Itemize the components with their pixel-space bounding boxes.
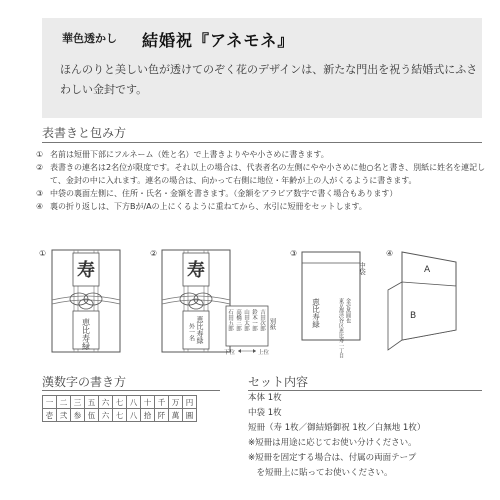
nakabukuro-label: 中袋	[358, 262, 366, 275]
name-1: 恵比寿緑	[81, 318, 91, 350]
betsushi-col-5: 石田五郎	[227, 309, 233, 331]
kotobuki-2: 寿	[187, 260, 205, 281]
table-row: 一 二 三 五 六 七 八 十 千 万 円	[43, 396, 197, 409]
diagram-4-number: ④	[386, 249, 394, 258]
inner-amount: 金壱萬圓也	[345, 298, 351, 323]
label-b: B	[410, 311, 417, 321]
diagram-2-number: ②	[150, 249, 158, 258]
betsushi-col-4: 高橋三郎	[235, 309, 241, 331]
instruction-item: ② 表書きの連名は2名位が限度です。それ以上の場合は、代表者名の左側にやや小さめに他○名と書き、別紙に姓名を連記して、金封の中に入れます。連名の場合は、向かって右側に地位・年齢が上の人がくるように書きます。	[36, 163, 486, 185]
betsushi-col-2: 鈴木一郎	[251, 309, 257, 331]
product-name: 結婚祝『アネモネ』	[142, 31, 295, 50]
instructions-title: 表書きと包み方	[42, 126, 127, 140]
label-a: A	[424, 265, 431, 275]
instruction-item: ① 名前は短冊下部にフルネーム（姓と名）で上書きよりやや小さめに書きます。	[36, 150, 329, 159]
kanji-title: 漢数字の書き方	[42, 375, 127, 389]
betsushi-label: 別紙	[268, 318, 276, 330]
list-item: 短冊（寿 1枚／御結婚御祝 1枚／白無地 1枚）	[248, 423, 426, 433]
list-item: 中袋 1枚	[248, 408, 282, 418]
inner-address: 東京都渋谷区恵比寿一丁目	[338, 298, 344, 358]
kotobuki-1: 寿	[77, 260, 95, 281]
list-item: ※短冊は用途に応じてお使い分けください。	[248, 438, 417, 448]
instruction-item: ④ 裏の折り返しは、下方Bが/Aの上にくるように重ねてから、水引に短冊をセットします。	[36, 202, 367, 211]
table-row: 壱 弐 参 伍 六 七 八 拾 阡 萬 圓	[43, 409, 197, 422]
name-2-last: 緑	[196, 337, 204, 344]
lower-rank-label: 下位	[224, 350, 236, 356]
set-contents-title: セット内容	[248, 375, 309, 389]
kanji-rule	[42, 390, 220, 391]
series-name: 華色透かし	[62, 32, 117, 45]
product-description: ほんのりと美しい色が透けてのぞく花のデザインは、新たな門出を祝う結婚式にふさわしい金封です。	[60, 63, 478, 96]
upper-rank-label: 上位	[258, 350, 270, 356]
list-item: ※短冊を固定する場合は、付属の両面テープ	[248, 453, 417, 463]
diagram-1-number: ①	[39, 249, 47, 258]
kanji-table	[42, 395, 197, 422]
name-2-main: 恵比寿	[196, 316, 204, 337]
inner-name: 恵比寿緑	[311, 298, 321, 328]
list-item: 本体 1枚	[248, 393, 282, 403]
betsushi-col-3: 山田太郎	[243, 309, 249, 331]
diagram-3-number: ③	[290, 249, 298, 258]
list-item: を短冊上に貼ってお使いください。	[248, 468, 393, 478]
set-contents-list	[248, 391, 425, 481]
betsushi-col-1: 吉田次郎	[259, 309, 265, 331]
name-2-other: 外一名	[187, 323, 195, 341]
instruction-item: ③ 中袋の裏面左側に、住所・氏名・金額を書きます。（金額をアラビア数字で書く場合もあります）	[36, 189, 398, 198]
